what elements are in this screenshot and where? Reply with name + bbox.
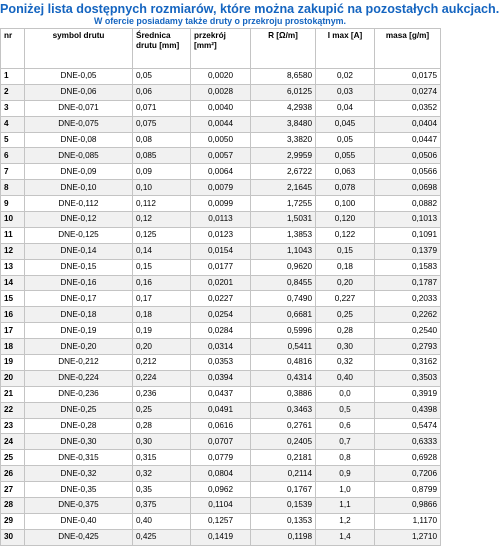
cell-mass: 0,1787	[375, 275, 441, 291]
cell-mass: 0,0352	[375, 100, 441, 116]
table-row	[1, 196, 441, 212]
cell-imax: 0,18	[316, 259, 375, 275]
cell-nr: 27	[1, 482, 25, 498]
cell-mass: 0,3503	[375, 370, 441, 386]
table-header-row	[1, 29, 441, 69]
cell-resistance: 0,8455	[251, 275, 316, 291]
cell-symbol: DNE-0,20	[25, 339, 133, 355]
cell-imax: 0,04	[316, 100, 375, 116]
cell-diameter: 0,30	[133, 434, 191, 450]
cell-resistance: 0,1198	[251, 529, 316, 545]
cell-imax: 0,25	[316, 307, 375, 323]
cell-resistance: 1,3853	[251, 227, 316, 243]
cell-cross-section: 0,1104	[191, 498, 251, 514]
table-row	[1, 339, 441, 355]
cell-mass: 0,7206	[375, 466, 441, 482]
cell-cross-section: 0,1419	[191, 529, 251, 545]
header-imax: I max [A]	[316, 29, 375, 69]
cell-symbol: DNE-0,32	[25, 466, 133, 482]
cell-nr: 24	[1, 434, 25, 450]
cell-cross-section: 0,0028	[191, 84, 251, 100]
cell-mass: 0,2033	[375, 291, 441, 307]
cell-imax: 0,0	[316, 386, 375, 402]
table-row	[1, 116, 441, 132]
cell-imax: 0,122	[316, 227, 375, 243]
cell-symbol: DNE-0,236	[25, 386, 133, 402]
cell-cross-section: 0,0177	[191, 259, 251, 275]
cell-imax: 0,03	[316, 84, 375, 100]
table-row	[1, 355, 441, 371]
cell-resistance: 3,3820	[251, 132, 316, 148]
cell-mass: 0,0404	[375, 116, 441, 132]
cell-cross-section: 0,0804	[191, 466, 251, 482]
cell-imax: 0,045	[316, 116, 375, 132]
table-body	[1, 69, 441, 546]
cell-cross-section: 0,0123	[191, 227, 251, 243]
cell-symbol: DNE-0,40	[25, 513, 133, 529]
cell-diameter: 0,08	[133, 132, 191, 148]
cell-diameter: 0,085	[133, 148, 191, 164]
table-row	[1, 434, 441, 450]
cell-nr: 22	[1, 402, 25, 418]
cell-resistance: 0,2114	[251, 466, 316, 482]
header-symbol: symbol drutu	[25, 29, 133, 69]
page-subtitle: W ofercie posiadamy także druty o przekroju prostokątnym.	[93, 16, 346, 26]
cell-nr: 5	[1, 132, 25, 148]
cell-nr: 30	[1, 529, 25, 545]
cell-resistance: 6,0125	[251, 84, 316, 100]
cell-nr: 7	[1, 164, 25, 180]
cell-mass: 0,8799	[375, 482, 441, 498]
cell-cross-section: 0,0044	[191, 116, 251, 132]
cell-imax: 0,7	[316, 434, 375, 450]
table-row	[1, 466, 441, 482]
cell-resistance: 0,5996	[251, 323, 316, 339]
cell-imax: 0,8	[316, 450, 375, 466]
table-row	[1, 164, 441, 180]
cell-resistance: 1,1043	[251, 243, 316, 259]
table-row	[1, 243, 441, 259]
header-mass: masa [g/m]	[375, 29, 441, 69]
cell-resistance: 4,2938	[251, 100, 316, 116]
cell-symbol: DNE-0,18	[25, 307, 133, 323]
cell-diameter: 0,12	[133, 212, 191, 228]
table-row	[1, 100, 441, 116]
cell-nr: 9	[1, 196, 25, 212]
cell-symbol: DNE-0,09	[25, 164, 133, 180]
cell-cross-section: 0,0040	[191, 100, 251, 116]
cell-cross-section: 0,0394	[191, 370, 251, 386]
cell-symbol: DNE-0,375	[25, 498, 133, 514]
cell-mass: 0,0447	[375, 132, 441, 148]
cell-mass: 0,4398	[375, 402, 441, 418]
cell-mass: 0,6928	[375, 450, 441, 466]
cell-nr: 14	[1, 275, 25, 291]
cell-imax: 0,15	[316, 243, 375, 259]
cell-diameter: 0,14	[133, 243, 191, 259]
cell-resistance: 0,1539	[251, 498, 316, 514]
cell-cross-section: 0,0050	[191, 132, 251, 148]
cell-mass: 0,0175	[375, 69, 441, 85]
cell-cross-section: 0,0227	[191, 291, 251, 307]
cell-symbol: DNE-0,14	[25, 243, 133, 259]
cell-diameter: 0,212	[133, 355, 191, 371]
cell-cross-section: 0,0707	[191, 434, 251, 450]
cell-diameter: 0,25	[133, 402, 191, 418]
cell-cross-section: 0,0079	[191, 180, 251, 196]
cell-diameter: 0,40	[133, 513, 191, 529]
cell-diameter: 0,09	[133, 164, 191, 180]
cell-mass: 0,3919	[375, 386, 441, 402]
cell-nr: 20	[1, 370, 25, 386]
cell-diameter: 0,075	[133, 116, 191, 132]
table-row	[1, 513, 441, 529]
cell-resistance: 0,4314	[251, 370, 316, 386]
cell-symbol: DNE-0,212	[25, 355, 133, 371]
cell-diameter: 0,28	[133, 418, 191, 434]
cell-symbol: DNE-0,425	[25, 529, 133, 545]
cell-nr: 1	[1, 69, 25, 85]
cell-cross-section: 0,0616	[191, 418, 251, 434]
cell-imax: 1,2	[316, 513, 375, 529]
table-row	[1, 402, 441, 418]
cell-resistance: 0,5411	[251, 339, 316, 355]
cell-diameter: 0,20	[133, 339, 191, 355]
cell-diameter: 0,18	[133, 307, 191, 323]
cell-diameter: 0,05	[133, 69, 191, 85]
cell-imax: 0,063	[316, 164, 375, 180]
cell-symbol: DNE-0,112	[25, 196, 133, 212]
cell-nr: 15	[1, 291, 25, 307]
cell-imax: 0,9	[316, 466, 375, 482]
cell-resistance: 2,6722	[251, 164, 316, 180]
cell-cross-section: 0,0779	[191, 450, 251, 466]
cell-cross-section: 0,0437	[191, 386, 251, 402]
cell-nr: 19	[1, 355, 25, 371]
table-row	[1, 69, 441, 85]
cell-diameter: 0,06	[133, 84, 191, 100]
cell-symbol: DNE-0,12	[25, 212, 133, 228]
cell-diameter: 0,071	[133, 100, 191, 116]
cell-nr: 6	[1, 148, 25, 164]
cell-resistance: 0,3886	[251, 386, 316, 402]
cell-resistance: 0,4816	[251, 355, 316, 371]
cell-imax: 1,0	[316, 482, 375, 498]
table-row	[1, 212, 441, 228]
cell-mass: 0,0274	[375, 84, 441, 100]
cell-resistance: 0,7490	[251, 291, 316, 307]
cell-imax: 0,100	[316, 196, 375, 212]
table-row	[1, 450, 441, 466]
table-row	[1, 84, 441, 100]
table-row	[1, 386, 441, 402]
cell-cross-section: 0,0962	[191, 482, 251, 498]
cell-cross-section: 0,0284	[191, 323, 251, 339]
table-row	[1, 259, 441, 275]
cell-symbol: DNE-0,071	[25, 100, 133, 116]
cell-diameter: 0,112	[133, 196, 191, 212]
cell-imax: 1,1	[316, 498, 375, 514]
cell-cross-section: 0,0491	[191, 402, 251, 418]
cell-resistance: 1,7255	[251, 196, 316, 212]
cell-nr: 25	[1, 450, 25, 466]
cell-symbol: DNE-0,25	[25, 402, 133, 418]
cell-mass: 0,0506	[375, 148, 441, 164]
wire-sizes-table	[0, 28, 441, 546]
cell-resistance: 0,2181	[251, 450, 316, 466]
cell-mass: 0,0882	[375, 196, 441, 212]
cell-cross-section: 0,0064	[191, 164, 251, 180]
cell-resistance: 0,1353	[251, 513, 316, 529]
cell-nr: 2	[1, 84, 25, 100]
cell-mass: 0,5474	[375, 418, 441, 434]
cell-nr: 10	[1, 212, 25, 228]
cell-mass: 0,2793	[375, 339, 441, 355]
cell-cross-section: 0,0254	[191, 307, 251, 323]
cell-imax: 0,05	[316, 132, 375, 148]
header-resistance: R [Ω/m]	[251, 29, 316, 69]
cell-cross-section: 0,0057	[191, 148, 251, 164]
cell-symbol: DNE-0,05	[25, 69, 133, 85]
cell-imax: 0,28	[316, 323, 375, 339]
cell-diameter: 0,35	[133, 482, 191, 498]
cell-resistance: 0,2761	[251, 418, 316, 434]
cell-diameter: 0,17	[133, 291, 191, 307]
cell-nr: 8	[1, 180, 25, 196]
cell-diameter: 0,375	[133, 498, 191, 514]
cell-imax: 1,4	[316, 529, 375, 545]
cell-imax: 0,32	[316, 355, 375, 371]
cell-mass: 1,2710	[375, 529, 441, 545]
cell-symbol: DNE-0,19	[25, 323, 133, 339]
cell-resistance: 8,6580	[251, 69, 316, 85]
cell-imax: 0,120	[316, 212, 375, 228]
cell-symbol: DNE-0,125	[25, 227, 133, 243]
cell-mass: 0,1091	[375, 227, 441, 243]
cell-imax: 0,20	[316, 275, 375, 291]
cell-cross-section: 0,0314	[191, 339, 251, 355]
cell-mass: 0,2540	[375, 323, 441, 339]
cell-imax: 0,6	[316, 418, 375, 434]
header-nr: nr	[1, 29, 25, 69]
cell-mass: 0,6333	[375, 434, 441, 450]
header-cross-section: przekrój [mm²]	[191, 29, 251, 69]
cell-mass: 0,0566	[375, 164, 441, 180]
cell-imax: 0,40	[316, 370, 375, 386]
cell-diameter: 0,32	[133, 466, 191, 482]
table-row	[1, 275, 441, 291]
table-row	[1, 323, 441, 339]
cell-diameter: 0,10	[133, 180, 191, 196]
cell-mass: 0,0698	[375, 180, 441, 196]
cell-symbol: DNE-0,35	[25, 482, 133, 498]
table-row	[1, 227, 441, 243]
table-row	[1, 148, 441, 164]
cell-nr: 3	[1, 100, 25, 116]
table-row	[1, 418, 441, 434]
cell-nr: 18	[1, 339, 25, 355]
table-row	[1, 180, 441, 196]
table-row	[1, 291, 441, 307]
cell-nr: 17	[1, 323, 25, 339]
cell-symbol: DNE-0,06	[25, 84, 133, 100]
cell-diameter: 0,236	[133, 386, 191, 402]
cell-mass: 1,1170	[375, 513, 441, 529]
cell-symbol: DNE-0,08	[25, 132, 133, 148]
cell-nr: 28	[1, 498, 25, 514]
cell-symbol: DNE-0,15	[25, 259, 133, 275]
cell-nr: 21	[1, 386, 25, 402]
cell-mass: 0,2262	[375, 307, 441, 323]
cell-mass: 0,3162	[375, 355, 441, 371]
cell-cross-section: 0,0020	[191, 69, 251, 85]
cell-cross-section: 0,0201	[191, 275, 251, 291]
header-diameter: Średnica drutu [mm]	[133, 29, 191, 69]
cell-diameter: 0,16	[133, 275, 191, 291]
table-row	[1, 370, 441, 386]
cell-resistance: 0,2405	[251, 434, 316, 450]
cell-nr: 26	[1, 466, 25, 482]
cell-imax: 0,227	[316, 291, 375, 307]
cell-symbol: DNE-0,315	[25, 450, 133, 466]
cell-resistance: 0,3463	[251, 402, 316, 418]
cell-nr: 12	[1, 243, 25, 259]
cell-cross-section: 0,0099	[191, 196, 251, 212]
cell-symbol: DNE-0,28	[25, 418, 133, 434]
cell-diameter: 0,425	[133, 529, 191, 545]
table-row	[1, 482, 441, 498]
cell-nr: 11	[1, 227, 25, 243]
cell-resistance: 2,9959	[251, 148, 316, 164]
cell-symbol: DNE-0,10	[25, 180, 133, 196]
cell-resistance: 0,6681	[251, 307, 316, 323]
cell-cross-section: 0,0113	[191, 212, 251, 228]
cell-resistance: 1,5031	[251, 212, 316, 228]
cell-cross-section: 0,0353	[191, 355, 251, 371]
cell-mass: 0,1013	[375, 212, 441, 228]
cell-resistance: 0,9620	[251, 259, 316, 275]
cell-nr: 13	[1, 259, 25, 275]
cell-diameter: 0,19	[133, 323, 191, 339]
cell-resistance: 3,8480	[251, 116, 316, 132]
cell-symbol: DNE-0,16	[25, 275, 133, 291]
cell-symbol: DNE-0,085	[25, 148, 133, 164]
cell-resistance: 2,1645	[251, 180, 316, 196]
cell-symbol: DNE-0,224	[25, 370, 133, 386]
cell-diameter: 0,315	[133, 450, 191, 466]
cell-mass: 0,1583	[375, 259, 441, 275]
cell-mass: 0,1379	[375, 243, 441, 259]
cell-imax: 0,02	[316, 69, 375, 85]
cell-symbol: DNE-0,17	[25, 291, 133, 307]
cell-imax: 0,078	[316, 180, 375, 196]
cell-mass: 0,9866	[375, 498, 441, 514]
cell-nr: 23	[1, 418, 25, 434]
table-row	[1, 498, 441, 514]
cell-cross-section: 0,1257	[191, 513, 251, 529]
cell-resistance: 0,1767	[251, 482, 316, 498]
cell-imax: 0,055	[316, 148, 375, 164]
cell-imax: 0,5	[316, 402, 375, 418]
cell-symbol: DNE-0,30	[25, 434, 133, 450]
cell-diameter: 0,15	[133, 259, 191, 275]
cell-diameter: 0,125	[133, 227, 191, 243]
cell-nr: 16	[1, 307, 25, 323]
cell-imax: 0,30	[316, 339, 375, 355]
cell-diameter: 0,224	[133, 370, 191, 386]
cell-cross-section: 0,0154	[191, 243, 251, 259]
table-row	[1, 307, 441, 323]
cell-nr: 29	[1, 513, 25, 529]
cell-symbol: DNE-0,075	[25, 116, 133, 132]
table-row	[1, 529, 441, 545]
table-row	[1, 132, 441, 148]
cell-nr: 4	[1, 116, 25, 132]
page-title: Poniżej lista dostępnych rozmiarów, które można zakupić na pozostałych aukcjach.	[0, 2, 499, 16]
